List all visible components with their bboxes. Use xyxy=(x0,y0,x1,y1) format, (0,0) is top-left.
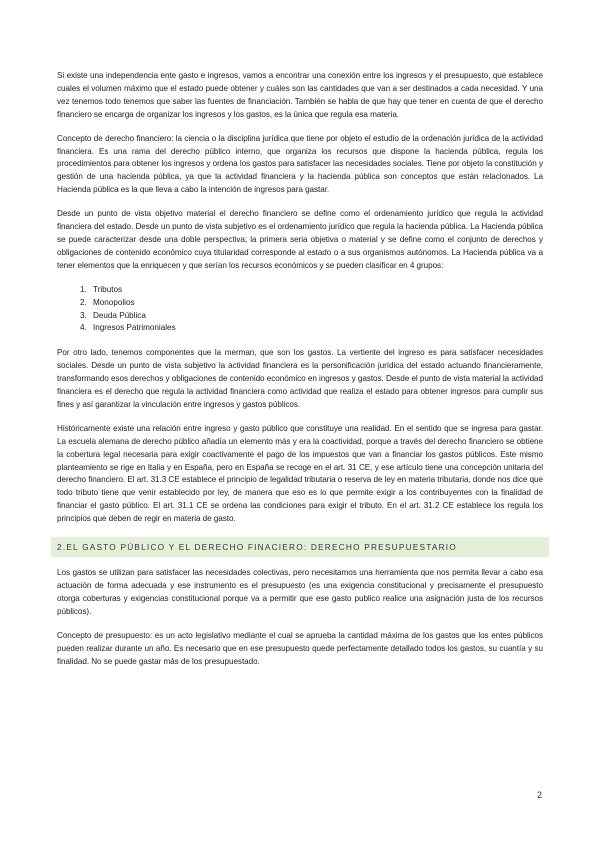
section-heading: 2.EL GASTO PÚBLICO Y EL DERECHO FINACIERO: DERECHO PRESUPUESTARIO xyxy=(51,537,549,557)
list-item: 1. Tributos xyxy=(89,284,543,297)
paragraph-intro: Si existe una independencia ente gasto e ingresos, vamos a encontrar una conexión entre los ingresos y el presupuesto, que establece cuales el volumen máximo que el estado puede obtener y cuáles son las cantidades que van a ser destinados a cada necesidad. Y una vez tenemos todo tenemos que saber las fuentes de financiación. También se habla de que hay que tener en cuenta de que el derecho financiero se encarga de organizar los ingresos y los gastos, es la única que regula esa materia. xyxy=(57,71,543,119)
paragraph-punto-de-vista: Desde un punto de vista objetivo material el derecho financiero se define como el ordenamiento jurídico que regula la actividad financiera del estado. Desde un punto de vista subjetivo es el ordenamiento jurídico que regula la hacienda pública. La Hacienda pública se puede caracterizar desde una doble perspectiva; la primera seria objetiva o material y se define como el conjunto de derechos y obligaciones de contenido económico cuya titularidad corresponde al estado o a sus organismos autónomos. La Hacienda pública va a tener elementos que la enriquecen y que serían los recursos económicos y se pueden clasificar en 4 grupos: xyxy=(57,209,543,270)
list-item: 3. Deuda Pública xyxy=(89,310,543,323)
paragraph-gastos: Por otro lado, tenemos componentes que la merman, que son los gastos. La vertiente del ingreso es para satisfacer necesidades sociales. Desde un punto de vista subjetivo la actividad financiera es la personificación jurídica del estado actuando financieramente, transformando esos derechos y obligaciones de contenido económico en ingresos y gastos. Desde el punto de vista material la actividad financiera es el derecho que regula la actividad financiera como actividad que realiza el estado para obtener ingresos para cumplir sus fines y así garantizar la vinculación entre ingresos y gastos públicos. xyxy=(57,348,543,409)
paragraph-concepto-derecho-financiero: Concepto de derecho financiero: la ciencia o la disciplina jurídica que tiene por objeto el estudio de la ordenación jurídica de la actividad financiera. Es una rama del derecho público interno, que organiza los recursos que dispone la hacienda pública, regula los procedimientos para obtener los ingresos y ordena los gastos para satisfacer las necesidades sociales. Tiene por objeto la constitución y gestión de una hacienda pública, ya que la actividad financiera y la hacienda pública son conceptos que están relacionados. La Hacienda pública es la que lleva a cabo la intención de ingresos para gastar. xyxy=(57,133,543,195)
paragraph-historicamente: Históricamente existe una relación entre ingreso y gasto público que constituye una realidad. En el sentido que se ingresa para gastar. La escuela alemana de derecho público añadía un elemento más y era la coactividad, porque a través del derecho financiero se obtiene la cobertura legal necesaria para exigir coactivamente el pago de los impuestos que van a financiar los gastos públicos. Este mismo planteamiento se rige en Italia y en España, pero en España se recoge en el art. 31 CE, y ese artículo tiene una concepción unitaria del derecho financiero. El art. 31.3 CE establece el principio de legalidad tributaria o reserva de ley en materia tributaria, donde nos dice que todo tributo tiene que venir establecido por ley, de manera que eso es lo que permite exigir a los contribuyentes con la finalidad de financiar el gasto público. El art. 31.1 CE se ordena las condiciones para exigir el tributo. En el art. 31.2 CE establece los regula los principios que deben de regir en materia de gasto. xyxy=(57,423,543,524)
page-content xyxy=(57,70,543,679)
list-item: 2. Monopolios xyxy=(89,297,543,310)
paragraph-concepto-presupuesto: Concepto de presupuesto: es un acto legislativo mediante el cual se aprueba la cantidad máxima de los gastos que los entes públicos pueden realizar durante un año. Es necesario que en ese presupuesto quede perfectamente detallado todos los gastos, su cuantía y su finalidad. No se puede gastar más de los presupuestado. xyxy=(57,630,543,666)
list-item: 4. Ingresos Patrimoniales xyxy=(89,322,543,335)
paragraph-presupuesto-intro: Los gastos se utilizan para satisfacer las necesidades colectivas, pero necesitamos una herramienta que nos permita llevar a cabo esa actuación de forma adecuada y ese instrumento es el presupuesto (es una exigencia constitucional y precisamente el presupuesto otorga coberturas y exigencias constitucional porque va a permitir que ese gasto publico realice una asignación justa de los recursos públicos). xyxy=(57,568,543,616)
resources-list xyxy=(57,284,543,336)
page-number: 2 xyxy=(536,790,542,800)
